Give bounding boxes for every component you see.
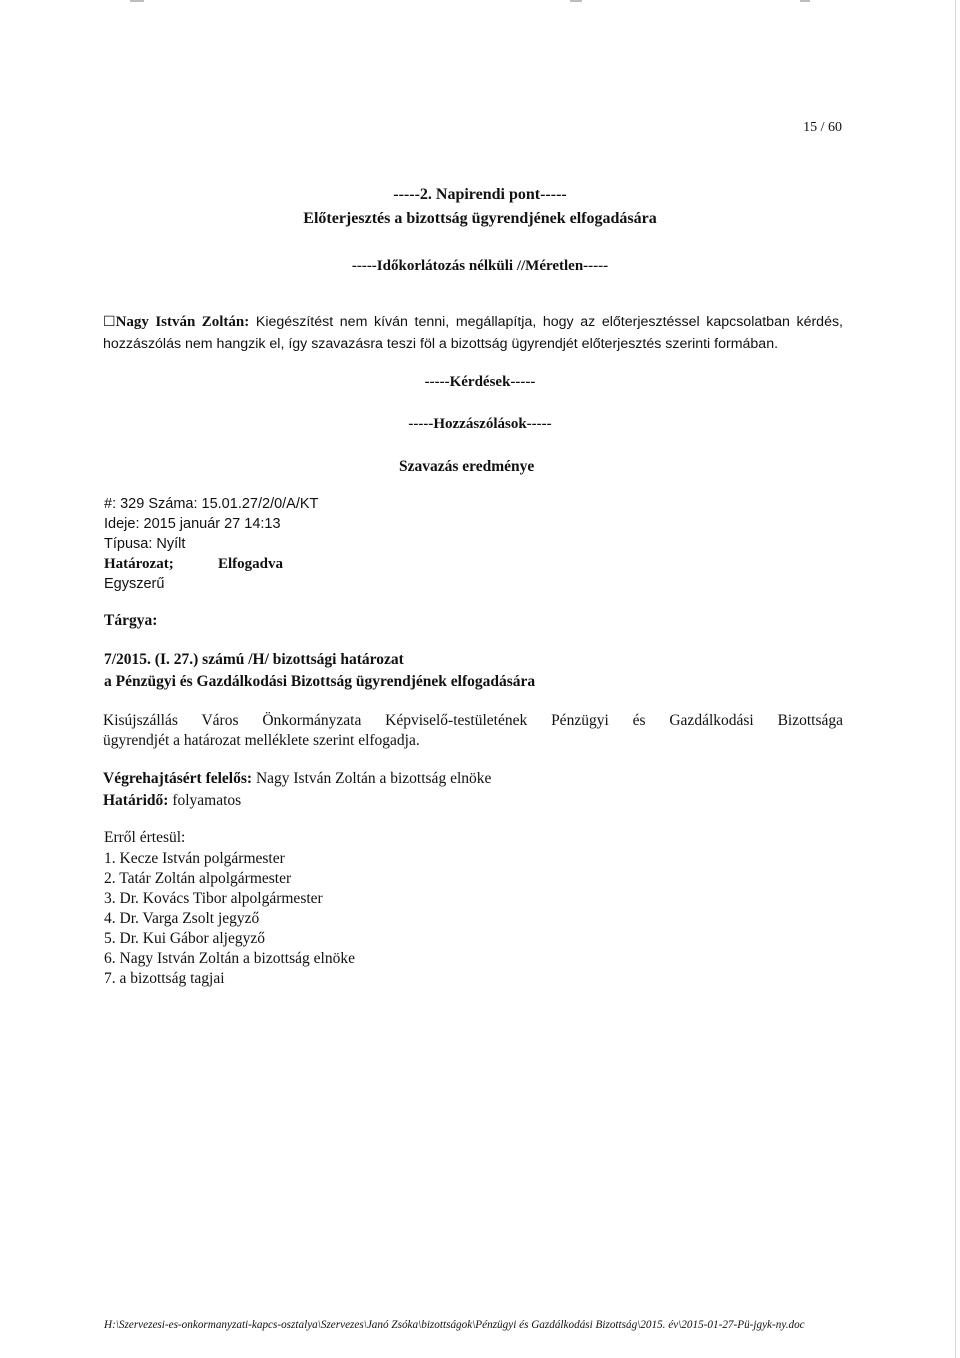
time-limit: -----Időkorlátozás nélküli //Méretlen----- — [351, 258, 609, 274]
deadline-label: Határidő: — [103, 792, 169, 809]
vote-decision-line — [104, 554, 283, 574]
scan-artifact — [130, 0, 144, 2]
list-item: 4. Dr. Varga Zsolt jegyző — [104, 910, 260, 927]
deadline-line — [103, 792, 241, 810]
comments-heading: -----Hozzászólások----- — [408, 416, 552, 432]
list-item: 7. a bizottság tagjai — [104, 970, 225, 987]
resolution-body-line1: Kisújszállás Város Önkormányzata Képviselő-testületének Pénzügyi és Gazdálkodási Bizottsága — [103, 712, 843, 729]
vote-time-line: Ideje: 2015 január 27 14:13 — [104, 516, 281, 532]
notify-list — [104, 849, 355, 989]
decision-result: Elfogadva — [218, 556, 284, 572]
notify-label: Erről értesül: — [104, 829, 186, 846]
checkbox-icon: ☐ — [103, 313, 116, 329]
scan-artifact — [800, 0, 810, 2]
vote-majority: Egyszerű — [104, 576, 165, 592]
vote-id-line: #: 329 Száma: 15.01.27/2/0/A/KT — [104, 496, 319, 512]
resolution-number: 7/2015. (I. 27.) számú /H/ bizottsági határozat — [104, 651, 404, 668]
questions-heading: -----Kérdések----- — [424, 374, 536, 390]
vote-result-heading: Szavazás eredménye — [399, 458, 535, 475]
resolution-body-line2: ügyrendjét a határozat melléklete szerint elfogadja. — [103, 732, 420, 749]
resolution-title: a Pénzügyi és Gazdálkodási Bizottság ügyrendjének elfogadására — [104, 673, 536, 690]
decision-type: Határozat; — [104, 556, 174, 572]
list-item: 2. Tatár Zoltán alpolgármester — [104, 870, 292, 887]
deadline-value: folyamatos — [172, 792, 242, 809]
subject-label: Tárgya: — [104, 612, 158, 629]
responsible-value: Nagy István Zoltán a bizottság elnöke — [255, 770, 492, 787]
footer-file-path: H:\Szervezesi-es-onkormanyzati-kapcs-osztalya\Szervezes\Janó Zsóka\bizottságok\Pénzügyi és Gazdálkodási Bizottság\2015. év\2015-01-27-Pü-jgyk-ny.doc — [104, 1319, 805, 1331]
list-item: 1. Kecze István polgármester — [104, 850, 285, 867]
responsible-line — [103, 770, 491, 788]
list-item: 3. Dr. Kovács Tibor alpolgármester — [104, 890, 323, 907]
responsible-label: Végrehajtásért felelős: — [103, 770, 253, 787]
page-number: 15 / 60 — [803, 120, 842, 135]
scan-artifact — [570, 0, 582, 2]
vote-type-line: Típusa: Nyílt — [104, 536, 186, 552]
intro-paragraph — [103, 310, 843, 355]
speaker-name: Nagy István Zoltán: — [115, 314, 250, 330]
list-item: 6. Nagy István Zoltán a bizottság elnöke — [104, 950, 355, 967]
agenda-title: -----2. Napirendi pont----- — [393, 186, 567, 203]
agenda-subtitle: Előterjesztés a bizottság ügyrendjének elfogadására — [303, 210, 657, 227]
intro-text: Kiegészítést nem kíván tenni, megállapítja, hogy az előterjesztéssel kapcsolatban kérdés, hozzászólás nem hangzik el, így szavazásra teszi föl a bizottság ügyrendjét előterjesztés szerinti formában. — [103, 314, 843, 352]
list-item: 5. Dr. Kui Gábor aljegyző — [104, 930, 265, 947]
